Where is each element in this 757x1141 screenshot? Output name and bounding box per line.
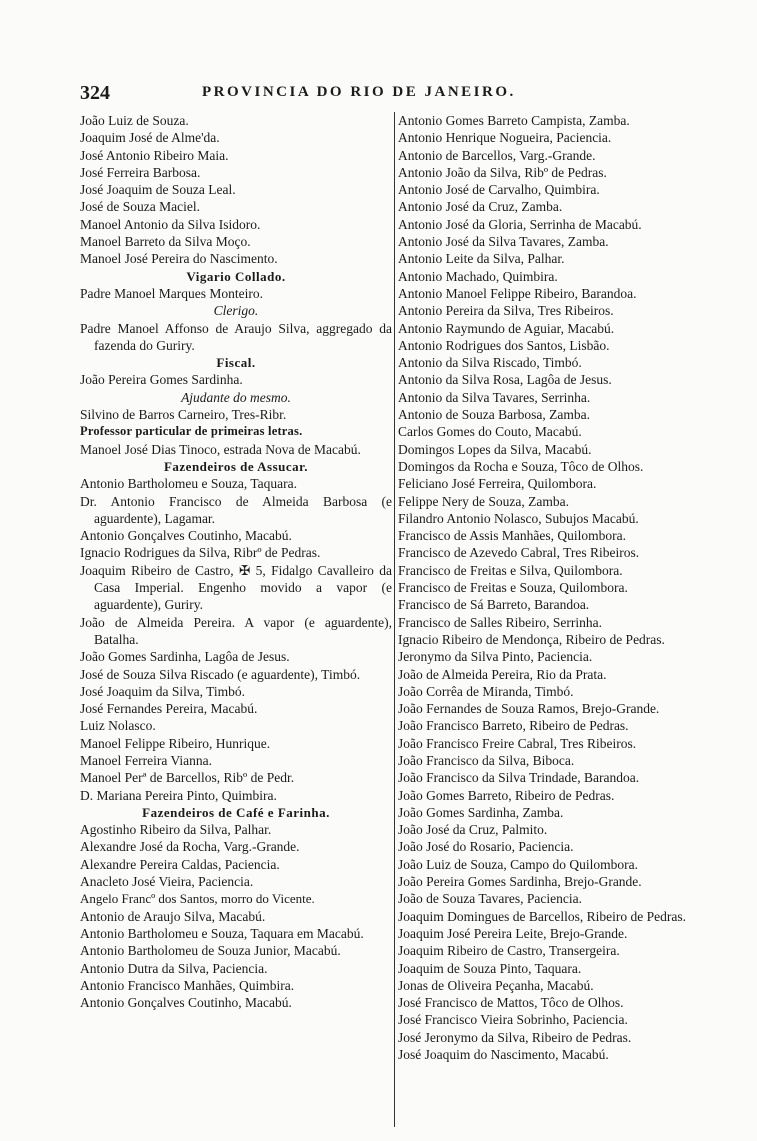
- list-item: Feliciano José Ferreira, Quilombora.: [398, 476, 597, 492]
- list-item: Anacleto José Vieira, Paciencia.: [80, 874, 254, 890]
- list-item: João Luiz de Souza, Campo do Quilombora.: [398, 856, 638, 872]
- list-item: Antonio José da Gloria, Serrinha de Macabú.: [398, 216, 642, 232]
- list-item: José Fernandes Pereira, Macabú.: [80, 701, 258, 717]
- list-item: Joaquim Domingues de Barcellos, Ribeiro de Pedras.: [398, 908, 686, 924]
- list-item: João de Souza Tavares, Paciencia.: [398, 891, 582, 907]
- section-heading-assucar: Fazendeiros de Assucar.: [163, 458, 309, 474]
- list-item: Antonio de Barcellos, Varg.-Grande.: [398, 147, 596, 163]
- list-item: Manoel Ferreira Vianna.: [80, 752, 213, 768]
- list-item: Joaquim José Pereira Leite, Brejo-Grande.: [398, 925, 628, 941]
- list-item: Dr. Antonio Francisco de Almeida Barbosa (e aguardente), Lagamar.: [80, 493, 392, 526]
- list-item: Jonas de Oliveira Peçanha, Macabú.: [398, 977, 594, 993]
- list-item: Manoel José Dias Tinoco, estrada Nova de Macabú.: [80, 441, 361, 457]
- page-title: PROVINCIA DO RIO DE JANEIRO.: [202, 84, 516, 100]
- list-item: Antonio de Araujo Silva, Macabú.: [80, 908, 266, 924]
- page-number: 324: [80, 82, 110, 104]
- list-item: Antonio Dutra da Silva, Paciencia.: [80, 960, 268, 976]
- list-item: Manoel Perª de Barcellos, Ribº de Pedr.: [80, 770, 295, 786]
- list-item: José Joaquim da Silva, Timbó.: [80, 683, 246, 699]
- list-item: João Pereira Gomes Sardinha.: [80, 372, 243, 388]
- list-item: Antonio Raymundo de Aguiar, Macabú.: [398, 320, 615, 336]
- section-heading-cafe: Fazendeiros de Café e Farinha.: [142, 804, 330, 820]
- list-item: Francisco de Azevedo Cabral, Tres Ribeiros.: [398, 545, 640, 561]
- list-item: Antonio da Silva Tavares, Serrinha.: [398, 389, 591, 405]
- list-item: João Fernandes de Souza Ramos, Brejo-Grande.: [398, 701, 660, 717]
- list-item: Antonio Pereira da Silva, Tres Ribeiros.: [398, 303, 614, 319]
- list-item: Antonio Gomes Barreto Campista, Zamba.: [398, 113, 630, 128]
- list-item: Felippe Nery de Souza, Zamba.: [398, 493, 569, 509]
- left-column: [80, 112, 392, 1011]
- list-item: Manoel Barreto da Silva Moço.: [80, 234, 251, 250]
- list-item: Antonio Manoel Felippe Ribeiro, Barandoa.: [398, 285, 637, 301]
- section-heading-professor: Professor particular de primeiras letras.: [80, 424, 303, 439]
- list-item: João de Almeida Pereira. A vapor (e aguardente), Batalha.: [80, 614, 392, 647]
- list-item: Carlos Gomes do Couto, Macabú.: [398, 424, 582, 440]
- list-item: Silvino de Barros Carneiro, Tres-Ribr.: [80, 407, 287, 423]
- list-item: Ignacio Ribeiro de Mendonça, Ribeiro de Pedras.: [398, 631, 665, 647]
- list-item: João Gomes Barreto, Ribeiro de Pedras.: [398, 787, 615, 803]
- list-item: Antonio Francisco Manhães, Quimbira.: [80, 977, 295, 993]
- column-divider: [394, 112, 395, 1127]
- list-item: Alexandre Pereira Caldas, Paciencia.: [80, 856, 280, 872]
- list-item: João José do Rosario, Paciencia.: [398, 839, 574, 855]
- list-item: Antonio José de Carvalho, Quimbira.: [398, 182, 600, 198]
- list-item: Domingos Lopes da Silva, Macabú.: [398, 441, 592, 457]
- list-item: Antonio Bartholomeu e Souza, Taquara.: [80, 476, 298, 492]
- list-item: Francisco de Assis Manhães, Quilombora.: [398, 528, 626, 544]
- list-item: Manoel Felippe Ribeiro, Hunrique.: [80, 735, 271, 751]
- right-column: [398, 112, 718, 1063]
- list-item: João Francisco Barreto, Ribeiro de Pedras.: [398, 718, 629, 734]
- list-item: João Francisco Freire Cabral, Tres Ribeiros.: [398, 735, 637, 751]
- list-item: Antonio José da Cruz, Zamba.: [398, 199, 563, 215]
- section-heading-fiscal: Fiscal.: [216, 355, 256, 371]
- list-item: Antonio Bartholomeu e Souza, Taquara em Macabú.: [80, 925, 364, 941]
- list-item: Antonio da Silva Riscado, Timbó.: [398, 355, 582, 371]
- list-item: Agostinho Ribeiro da Silva, Palhar.: [80, 822, 272, 838]
- list-item: Joaquim Ribeiro de Castro, ✠ 5, Fidalgo Cavalleiro da Casa Imperial. Engenho movido a vapor (e aguardente), Guriry.: [80, 562, 392, 613]
- list-item: José Joaquim de Souza Leal.: [80, 182, 236, 198]
- list-item: Angelo Francº dos Santos, morro do Vicente.: [80, 891, 315, 907]
- list-item: Francisco de Salles Ribeiro, Serrinha.: [398, 614, 602, 630]
- list-item: João Corrêa de Miranda, Timbó.: [398, 683, 574, 699]
- list-item: Padre Manoel Marques Monteiro.: [80, 285, 263, 301]
- list-item: Ignacio Rodrigues da Silva, Ribrº de Pedras.: [80, 545, 321, 561]
- list-item: Joaquim José de Alme'da.: [80, 130, 220, 146]
- list-item: João José da Cruz, Palmito.: [398, 822, 548, 838]
- section-heading-clerigo: Clerigo.: [213, 303, 259, 319]
- list-item: Antonio da Silva Rosa, Lagôa de Jesus.: [398, 372, 612, 388]
- list-item: José Joaquim do Nascimento, Macabú.: [398, 1047, 609, 1063]
- section-heading-ajudante: Ajudante do mesmo.: [181, 389, 291, 405]
- list-item: José de Souza Silva Riscado (e aguardente), Timbó.: [80, 666, 361, 682]
- list-item: Francisco de Freitas e Silva, Quilombora.: [398, 562, 623, 578]
- page-header: [80, 82, 720, 106]
- list-item: Antonio Gonçalves Coutinho, Macabú.: [80, 995, 292, 1011]
- list-item: Filandro Antonio Nolasco, Subujos Macabú.: [398, 510, 639, 526]
- list-item: José Ferreira Barbosa.: [80, 164, 201, 180]
- list-item: José Antonio Ribeiro Maia.: [80, 147, 229, 163]
- list-item: José Francisco Vieira Sobrinho, Paciencia.: [398, 1012, 628, 1028]
- list-item: Antonio Gonçalves Coutinho, Macabú.: [80, 528, 292, 544]
- list-item: Antonio de Souza Barbosa, Zamba.: [398, 407, 590, 423]
- list-item: João de Almeida Pereira, Rio da Prata.: [398, 666, 607, 682]
- list-item: José de Souza Maciel.: [80, 199, 200, 215]
- list-item: João Gomes Sardinha, Zamba.: [398, 804, 564, 820]
- list-item: Antonio João da Silva, Ribº de Pedras.: [398, 164, 607, 180]
- list-item: João Francisco da Silva Trindade, Barandoa.: [398, 770, 640, 786]
- list-item: Manoel Antonio da Silva Isidoro.: [80, 216, 261, 232]
- list-item: Antonio Bartholomeu de Souza Junior, Macabú.: [80, 943, 341, 959]
- list-item: Joaquim Ribeiro de Castro, Transergeira.: [398, 943, 620, 959]
- list-item: Francisco de Freitas e Souza, Quilombora.: [398, 580, 628, 596]
- list-item: Antonio Machado, Quimbira.: [398, 268, 558, 284]
- list-item: Antonio Rodrigues dos Santos, Lisbão.: [398, 337, 610, 353]
- list-item: Padre Manoel Affonso de Araujo Silva, aggregado da fazenda do Guriry.: [80, 320, 392, 353]
- list-item: Francisco de Sá Barreto, Barandoa.: [398, 597, 590, 613]
- list-item: Antonio Leite da Silva, Palhar.: [398, 251, 565, 267]
- list-item: João Luiz de Souza.: [80, 113, 189, 128]
- list-item: Antonio José da Silva Tavares, Zamba.: [398, 234, 609, 250]
- list-item: Alexandre José da Rocha, Varg.-Grande.: [80, 839, 300, 855]
- list-item: João Francisco da Silva, Biboca.: [398, 752, 575, 768]
- list-item: Manoel José Pereira do Nascimento.: [80, 251, 278, 267]
- section-heading-vigario: Vigario Collado.: [186, 268, 286, 284]
- list-item: D. Mariana Pereira Pinto, Quimbira.: [80, 787, 277, 803]
- list-item: Domingos da Rocha e Souza, Tôco de Olhos.: [398, 458, 644, 474]
- list-item: Luiz Nolasco.: [80, 718, 156, 734]
- list-item: Antonio Henrique Nogueira, Paciencia.: [398, 130, 612, 146]
- list-item: Jeronymo da Silva Pinto, Paciencia.: [398, 649, 593, 665]
- list-item: João Gomes Sardinha, Lagôa de Jesus.: [80, 649, 290, 665]
- list-item: José Jeronymo da Silva, Ribeiro de Pedras.: [398, 1029, 632, 1045]
- list-item: João Pereira Gomes Sardinha, Brejo-Grande.: [398, 874, 642, 890]
- list-item: José Francisco de Mattos, Tôco de Olhos.: [398, 995, 624, 1011]
- list-item: Joaquim de Souza Pinto, Taquara.: [398, 960, 582, 976]
